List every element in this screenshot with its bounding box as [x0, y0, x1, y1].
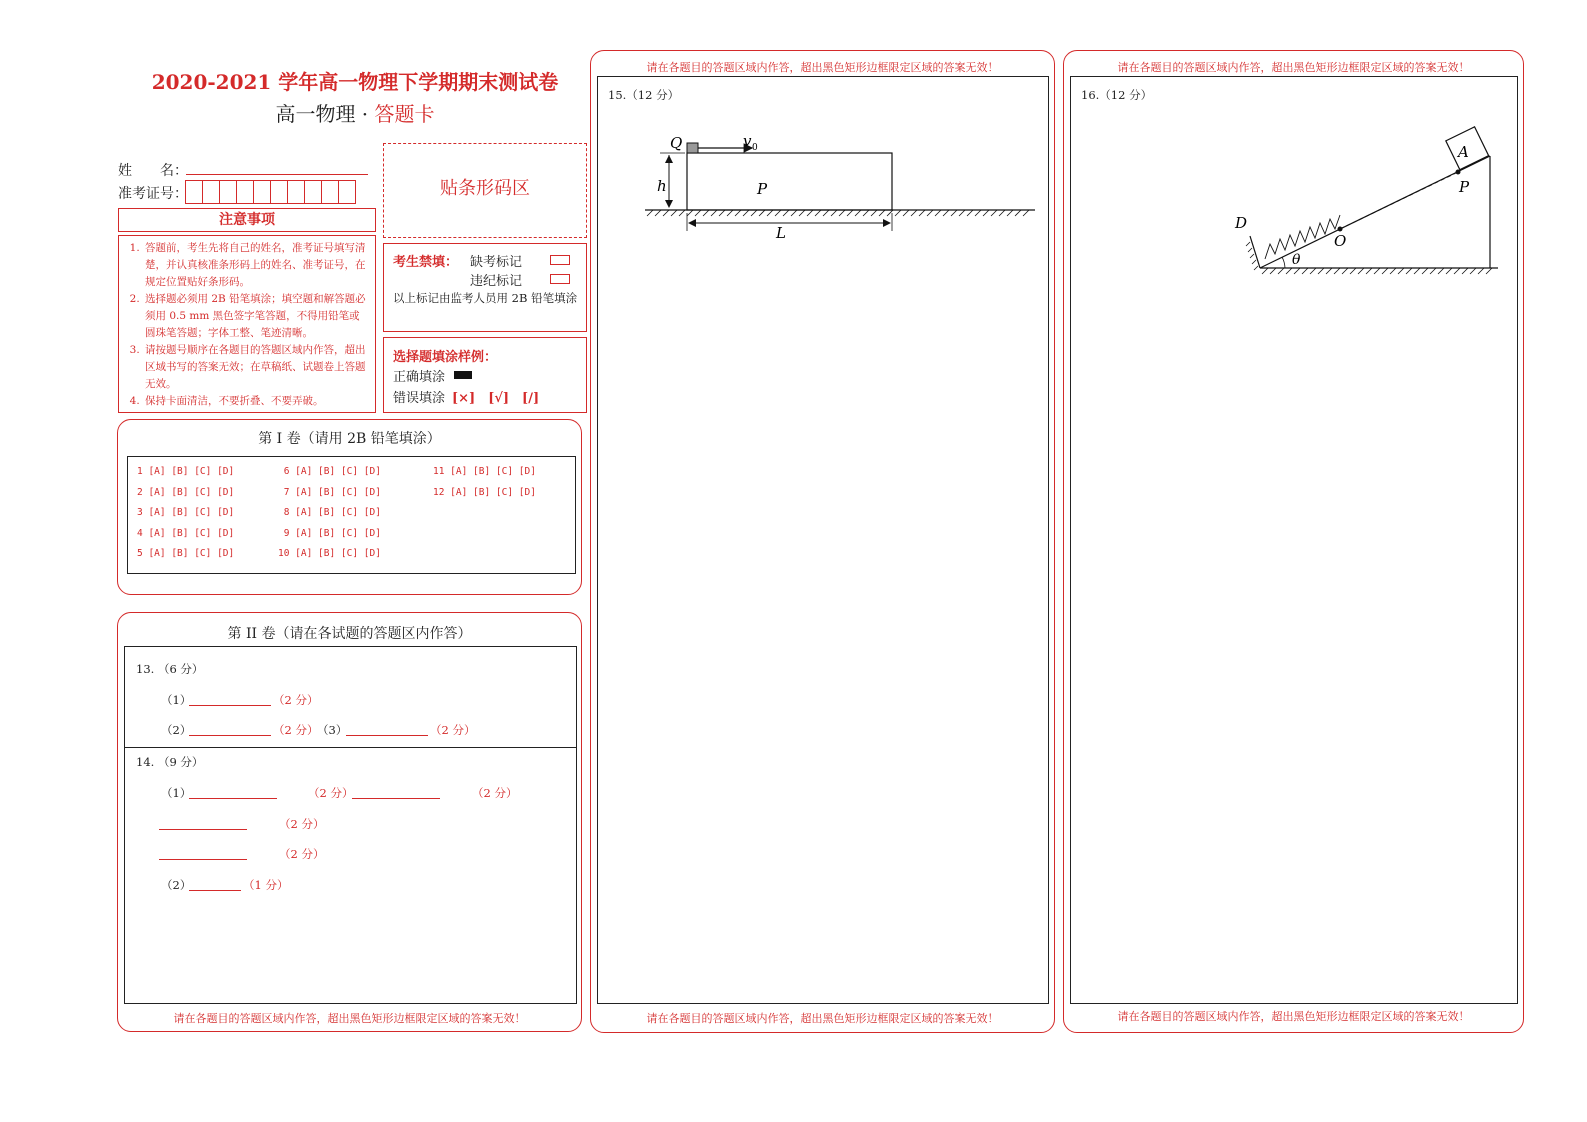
wall-D	[1250, 236, 1260, 268]
incline-ground-hatching	[1262, 268, 1492, 274]
q15-diagram	[597, 76, 1049, 256]
q14-header: 14. （9 分）	[136, 755, 204, 769]
choice-row[interactable]: 1 [A] [B] [C] [D]	[137, 466, 235, 477]
name-label: 姓 名：	[118, 163, 188, 179]
q14-points-5: （1 分）	[243, 878, 289, 892]
correct-fill-label: 正确填涂	[393, 370, 446, 385]
q13-answer-1[interactable]	[189, 705, 271, 706]
card-subtitle	[120, 98, 590, 127]
wrong-fill-label: 错误填涂	[393, 391, 446, 406]
wrong-fill-marks: [×] [√] [/]	[452, 391, 540, 406]
choice-row[interactable]: 2 [A] [B] [C] [D]	[137, 486, 235, 498]
part2-title: 第 II 卷（请在各试题的答题区内作答）	[227, 626, 472, 642]
q13-answer-2[interactable]	[189, 735, 271, 736]
notes-box	[118, 235, 376, 413]
part1-title: 第 I 卷（请用 2B 铅笔填涂）	[258, 431, 441, 447]
absent-mark-box[interactable]	[550, 255, 570, 265]
note-item: 3. 请按题号顺序在各题目的答题区域内作答，超出区域书写的答案无效；在草稿纸、试题卷上答题无效。	[143, 342, 369, 393]
answer-area-warning: 请在各题目的答题区域内作答，超出黑色矩形边框限定区域的答案无效！	[1117, 1010, 1470, 1023]
q14-points-1: （2 分）	[308, 786, 354, 800]
answer-area-warning: 请在各题目的答题区域内作答，超出黑色矩形边框限定区域的答案无效！	[646, 61, 999, 74]
name-input-line[interactable]	[186, 174, 368, 175]
note-item: 2. 选择题必须用 2B 铅笔填涂；填空题和解答题必须用 0.5 mm 黑色签字笔答题，不得用铅笔或圆珠笔答题；字体工整、笔迹清晰。	[143, 291, 369, 342]
q13-answer-3[interactable]	[346, 735, 428, 736]
choice-grid	[127, 456, 576, 574]
label-A: A	[1458, 143, 1469, 161]
barcode-area: 贴条形码区	[383, 143, 587, 238]
point-O	[1338, 227, 1343, 232]
label-v0: v	[743, 132, 752, 150]
q13-points-3: （2 分）	[430, 723, 476, 737]
q13-part3-label: （3）	[317, 723, 348, 737]
label-v0-subscript: 0	[752, 143, 758, 153]
choice-row[interactable]: 3 [A] [B] [C] [D]	[137, 507, 235, 518]
choice-row[interactable]: 4 [A] [B] [C] [D]	[137, 527, 235, 539]
label-theta: θ	[1292, 252, 1301, 268]
q15-header: 15.（12 分）	[608, 88, 680, 102]
label-Q: Q	[670, 134, 683, 152]
notes-heading: 注意事项	[118, 208, 376, 232]
note-item: 4. 保持卡面清洁，不要折叠、不要弄破。	[143, 393, 369, 410]
label-L: L	[776, 224, 786, 242]
label-D: D	[1235, 214, 1248, 232]
board-P	[687, 153, 892, 210]
subtitle-answer-card: 答题卡	[374, 102, 435, 126]
choice-row[interactable]: 6 [A] [B] [C] [D]	[278, 466, 381, 477]
choice-row[interactable]: 10 [A] [B] [C] [D]	[278, 548, 381, 559]
label-h: h	[657, 177, 667, 195]
q14-answer-2[interactable]	[352, 798, 440, 799]
fill-sample-box	[383, 337, 587, 413]
note-item: 1. 答题前，考生先将自己的姓名，准考证号填写清楚，并认真核准条形码上的姓名、准考证号，在规定位置贴好条形码。	[143, 240, 369, 291]
answer-area-warning: 请在各题目的答题区域内作答，超出黑色矩形边框限定区域的答案无效！	[1117, 61, 1470, 74]
ban-label: 考生禁填：	[393, 255, 459, 270]
answer-area-warning: 请在各题目的答题区域内作答，超出黑色矩形边框限定区域的答案无效！	[646, 1012, 999, 1025]
q14-answer-3[interactable]	[159, 829, 247, 830]
choice-row[interactable]: 5 [A] [B] [C] [D]	[137, 548, 235, 559]
block-Q	[687, 143, 698, 153]
label-O: O	[1334, 232, 1347, 250]
q13-points-2: （2 分）	[273, 723, 319, 737]
q16-diagram	[1070, 76, 1518, 286]
q13-part2-label: （2）	[161, 723, 192, 737]
q13-header: 13. （6 分）	[136, 662, 204, 676]
choice-column-1	[137, 466, 234, 569]
choice-row[interactable]: 9 [A] [B] [C] [D]	[278, 527, 381, 539]
q16-header: 16.（12 分）	[1081, 88, 1153, 102]
proctor-mark-box	[383, 243, 587, 332]
sample-heading: 选择题填涂样例：	[393, 350, 498, 365]
choice-row[interactable]: 8 [A] [B] [C] [D]	[278, 507, 381, 518]
q14-points-2: （2 分）	[472, 786, 518, 800]
q14-answer-5[interactable]	[189, 890, 241, 891]
ban-note: 以上标记由监考人员用 2B 铅笔填涂	[393, 291, 578, 305]
label-P: P	[757, 180, 768, 198]
choice-column-3	[433, 466, 536, 507]
exam-title: 2020-2021 学年高一物理下学期期末测试卷	[151, 70, 559, 94]
choice-column-2	[278, 466, 381, 569]
theta-arc	[1282, 257, 1285, 268]
choice-row[interactable]: 12 [A] [B] [C] [D]	[433, 486, 536, 498]
label-P: P	[1459, 178, 1470, 196]
choice-row[interactable]: 7 [A] [B] [C] [D]	[278, 486, 381, 498]
violation-mark-box[interactable]	[550, 274, 570, 284]
answer-area-warning: 请在各题目的答题区域内作答，超出黑色矩形边框限定区域的答案无效！	[173, 1012, 526, 1025]
exam-id-cells[interactable]	[186, 180, 356, 204]
part2-answer-box	[124, 646, 577, 1004]
subtitle-subject: 高一物理 ·	[275, 102, 375, 126]
absent-mark-label: 缺考标记	[470, 255, 523, 270]
violation-mark-label: 违纪标记	[470, 274, 523, 289]
q13-q14-divider	[125, 747, 576, 748]
ground-hatching	[647, 210, 1029, 216]
choice-row[interactable]: 11 [A] [B] [C] [D]	[433, 466, 536, 477]
q14-answer-1[interactable]	[189, 798, 277, 799]
q14-points-3: （2 分）	[279, 817, 325, 831]
spring	[1265, 215, 1340, 259]
q14-answer-4[interactable]	[159, 859, 247, 860]
q13-part1-label: （1）	[161, 693, 192, 707]
q14-points-4: （2 分）	[279, 847, 325, 861]
q14-part2-label: （2）	[161, 878, 192, 892]
q13-points-1: （2 分）	[273, 693, 319, 707]
correct-fill-swatch	[454, 371, 472, 379]
exam-id-label: 准考证号：	[118, 186, 188, 202]
q14-part1-label: （1）	[161, 786, 192, 800]
